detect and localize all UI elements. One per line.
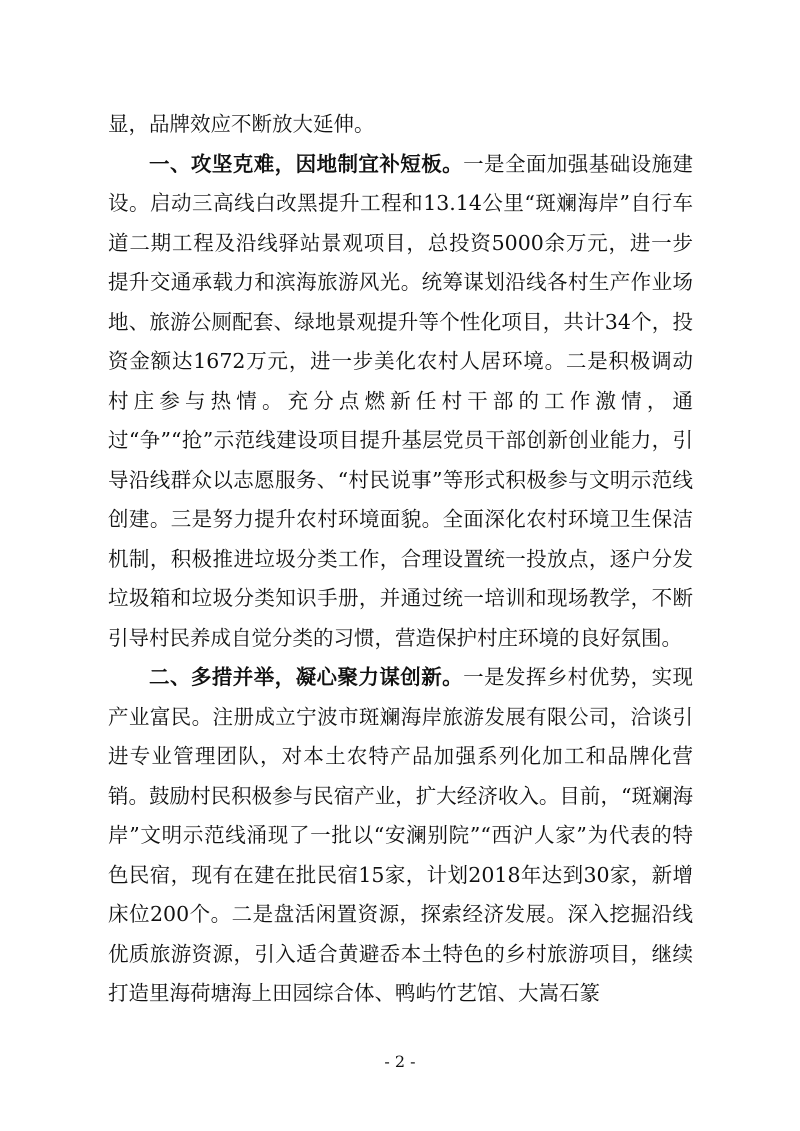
paragraph-text: 一是发挥乡村优势，实现产业富民。注册成立宁波市斑斓海岸旅游发展有限公司，洽谈引进专业管理团队，对本土农特产品加强系列化加工和品牌化营销。鼓励村民积极参与民宿产业，扩大经济收入。目前，“斑斓海岸”文明示范线涌现了一批以“安澜别院”“西沪人家”为代表的特色民宿，现有在建在批民宿15家，计划2018年达到30家，新增床位200个。二是盘活闲置资源，探索经济发展。深入挖掘沿线优质旅游资源，引入适合黄避岙本土特色的乡村旅游项目，继续打造里海荷塘海上田园综合体、鸭屿竹艺馆、大嵩石篆 bbox=[108, 665, 694, 1005]
paragraph-section-two bbox=[108, 658, 693, 1014]
section-heading: 二、多措并举，凝心聚力谋创新。 bbox=[149, 665, 464, 689]
section-heading: 一、攻坚克难，因地制宜补短板。 bbox=[149, 151, 464, 176]
page-number: - 2 - bbox=[384, 1052, 416, 1071]
body-text bbox=[108, 105, 693, 1014]
paragraph-continuation bbox=[108, 105, 693, 145]
paragraph-section-one bbox=[108, 145, 693, 659]
paragraph-text: 一是全面加强基础设施建设。启动三高线白改黑提升工程和13.14公里“斑斓海岸”自行车道二期工程及沿线驿站景观项目，总投资5000余万元，进一步提升交通承载力和滨海旅游风光。统筹谋划沿线各村生产作业场地、旅游公厕配套、绿地景观提升等个性化项目，共计34个，投资金额达1672万元，进一步美化农村人居环境。二是积极调动村庄参与热情。充分点燃新任村干部的工作激情，通过“争”“抢”示范线建设项目提升基层党员干部创新创业能力，引导沿线群众以志愿服务、“村民说事”等形式积极参与文明示范线创建。三是努力提升农村环境面貌。全面深化农村环境卫生保洁机制，积极推进垃圾分类工作，合理设置统一投放点，逐户分发垃圾箱和垃圾分类知识手册，并通过统一培训和现场教学，不断引导村民养成自觉分类的习惯，营造保护村庄环境的良好氛围。 bbox=[108, 151, 694, 650]
paragraph-text: 显，品牌效应不断放大延伸。 bbox=[108, 112, 375, 136]
